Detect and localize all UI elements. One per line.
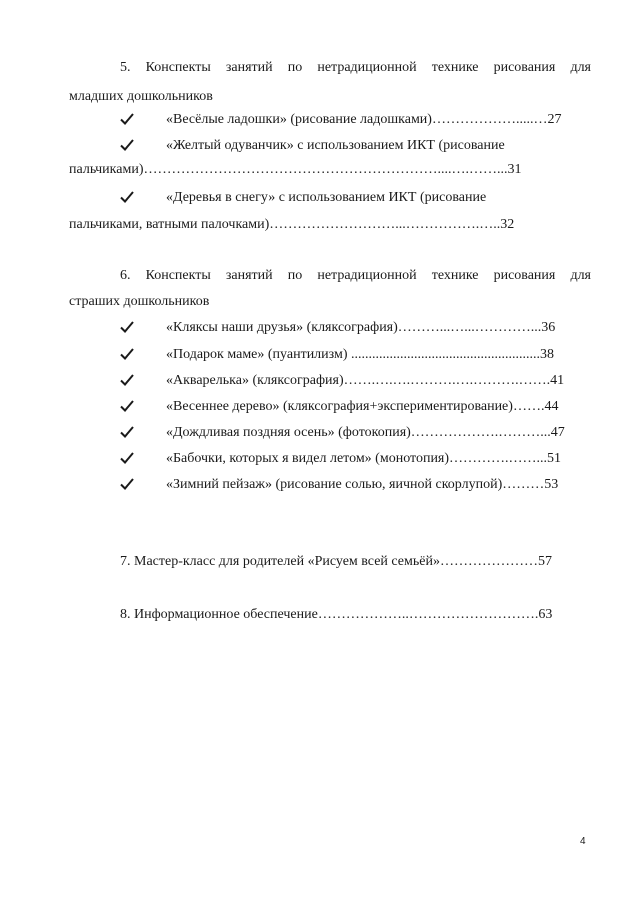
check-icon bbox=[120, 372, 136, 390]
check-icon bbox=[120, 450, 136, 468]
toc-item-text: «Дождливая поздняя осень» (фотокопия)……………….………...47 bbox=[166, 425, 565, 440]
toc-item-text: «Желтый одуванчик» с использованием ИКТ (рисование bbox=[166, 138, 505, 153]
section-heading-text: 5. Конспекты занятий по нетрадиционной технике рисования для bbox=[120, 60, 591, 75]
check-icon bbox=[120, 189, 136, 207]
toc-item-text: «Весёлые ладошки» (рисование ладошками)……………….....…27 bbox=[166, 112, 562, 127]
toc-item-text: пальчиками)………………………………………………………....….……...31 bbox=[69, 162, 522, 177]
section-heading-text: 6. Конспекты занятий по нетрадиционной технике рисования для bbox=[120, 268, 591, 283]
toc-item-text: «Акварелька» (кляксография)…….….….……….….……….…….41 bbox=[166, 373, 565, 388]
toc-item-text: пальчиками, ватными палочками)………………………...…………….…..32 bbox=[69, 217, 515, 232]
toc-item-text: «Кляксы наши друзья» (кляксография)………...…...…………...36 bbox=[166, 320, 556, 335]
check-icon bbox=[120, 346, 136, 364]
toc-item-text: «Зимний пейзаж» (рисование солью, яичной скорлупой)………53 bbox=[166, 477, 559, 492]
page-number: 4 bbox=[580, 836, 586, 847]
check-icon bbox=[120, 476, 136, 494]
toc-item-text: «Подарок маме» (пуантилизм) ......................................................38 bbox=[166, 347, 555, 362]
toc-entry-text: 7. Мастер-класс для родителей «Рисуем всей семьёй»…………………57 bbox=[120, 554, 552, 569]
section-heading-text: младших дошкольников bbox=[69, 89, 213, 104]
toc-item-text: «Деревья в снегу» с использованием ИКТ (рисование bbox=[166, 190, 487, 205]
toc-entry-text: 8. Информационное обеспечение………………..……………………….63 bbox=[120, 607, 553, 622]
check-icon bbox=[120, 319, 136, 337]
toc-item-text: «Бабочки, которых я видел летом» (монотопия)………….……...51 bbox=[166, 451, 562, 466]
check-icon bbox=[120, 398, 136, 416]
toc-item-text: «Весеннее дерево» (кляксография+экспериментирование)…….44 bbox=[166, 399, 559, 414]
check-icon bbox=[120, 137, 136, 155]
check-icon bbox=[120, 111, 136, 129]
check-icon bbox=[120, 424, 136, 442]
section-heading-text: страших дошкольников bbox=[69, 294, 210, 309]
